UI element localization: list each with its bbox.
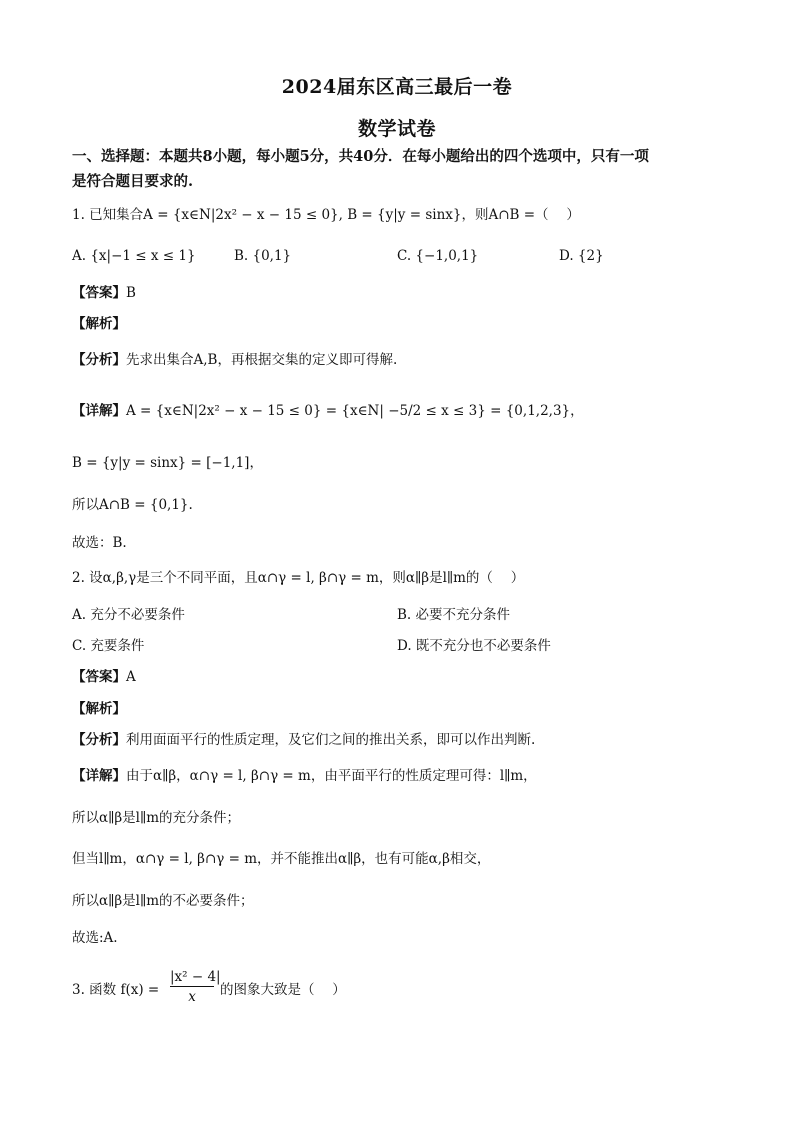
fenxi-tag: 【分析】	[72, 352, 126, 368]
q2-option-a: A. 充分不必要条件	[72, 607, 185, 623]
section-heading-line1: 一、选择题：本题共8小题，每小题5分，共40分．在每小题给出的四个选项中，只有一项	[72, 148, 649, 165]
q1-stem: 1. 已知集合A = {x∈N|2x² − x − 15 ≤ 0}, B = {y|y = sinx}，则A∩B =（ ）	[72, 207, 580, 223]
detail-text: 由于α∥β，α∩γ = l, β∩γ = m，由平面平行的性质定理可得：l∥m，	[126, 768, 537, 784]
q3-stem	[72, 968, 732, 1012]
q2-fenxi	[72, 730, 732, 750]
q1-answer	[72, 283, 732, 303]
detail-text: A = {x∈N|2x² − x − 15 ≤ 0} = {x∈N| −5/2 ≤ x ≤ 3} = {0,1,2,3}，	[126, 403, 584, 419]
q2-answer	[72, 667, 732, 687]
q2-conclusion: 故选:A.	[72, 930, 118, 946]
q1-detail1	[72, 401, 732, 421]
q3-fraction	[170, 968, 221, 1007]
q1-option-a: A. {x|−1 ≤ x ≤ 1}	[72, 248, 196, 264]
xiangjie-tag: 【详解】	[72, 768, 126, 784]
fenxi-text: 利用面面平行的性质定理，及它们之间的推出关系，即可以作出判断.	[126, 732, 536, 748]
q2-detail1	[72, 766, 732, 786]
q2-stem: 2. 设α,β,γ是三个不同平面，且α∩γ = l, β∩γ = m，则α∥β是l∥m的（ ）	[72, 570, 525, 586]
q2-detail2: 所以α∥β是l∥m的充分条件；	[72, 810, 241, 826]
answer-tag: 【答案】	[72, 669, 126, 685]
q1-detail2: B = {y|y = sinx} = [−1,1]，	[72, 455, 263, 471]
q3-numerator: |x² − 4|	[170, 969, 221, 985]
q1-analysis-tag	[72, 314, 732, 334]
q3-denominator: x	[188, 989, 196, 1005]
answer-tag: 【答案】	[72, 285, 126, 301]
analysis-tag: 【解析】	[72, 316, 126, 332]
fenxi-text: 先求出集合A,B，再根据交集的定义即可得解.	[126, 352, 398, 368]
q1-detail3: 所以A∩B = {0,1}.	[72, 497, 193, 513]
q3-stem-prefix: 3. 函数 f(x) =	[72, 982, 160, 998]
q2-option-c: C. 充要条件	[72, 638, 145, 654]
q1-option-d: D. {2}	[559, 248, 604, 264]
xiangjie-tag: 【详解】	[72, 403, 126, 419]
fenxi-tag: 【分析】	[72, 732, 126, 748]
analysis-tag: 【解析】	[72, 701, 126, 717]
q2-option-d: D. 既不充分也不必要条件	[397, 638, 551, 654]
q2-detail4: 所以α∥β是l∥m的不必要条件；	[72, 893, 254, 909]
q2-detail3: 但当l∥m，α∩γ = l, β∩γ = m，并不能推出α∥β，也有可能α,β相交，	[72, 851, 491, 867]
q2-analysis-tag	[72, 699, 732, 719]
q1-fenxi	[72, 350, 732, 370]
q1-conclusion: 故选：B.	[72, 535, 127, 551]
answer-value: B	[126, 285, 136, 301]
q1-option-b: B. {0,1}	[234, 248, 292, 264]
q3-stem-suffix: 的图象大致是（ ）	[220, 982, 346, 998]
q2-option-b: B. 必要不充分条件	[397, 607, 511, 623]
q1-option-c: C. {−1,0,1}	[397, 248, 479, 264]
exam-subtitle: 数学试卷	[357, 118, 436, 140]
answer-value: A	[126, 669, 136, 685]
section-heading-line2: 是符合题目要求的.	[72, 173, 194, 190]
exam-title: 2024届东区高三最后一卷	[281, 76, 513, 98]
